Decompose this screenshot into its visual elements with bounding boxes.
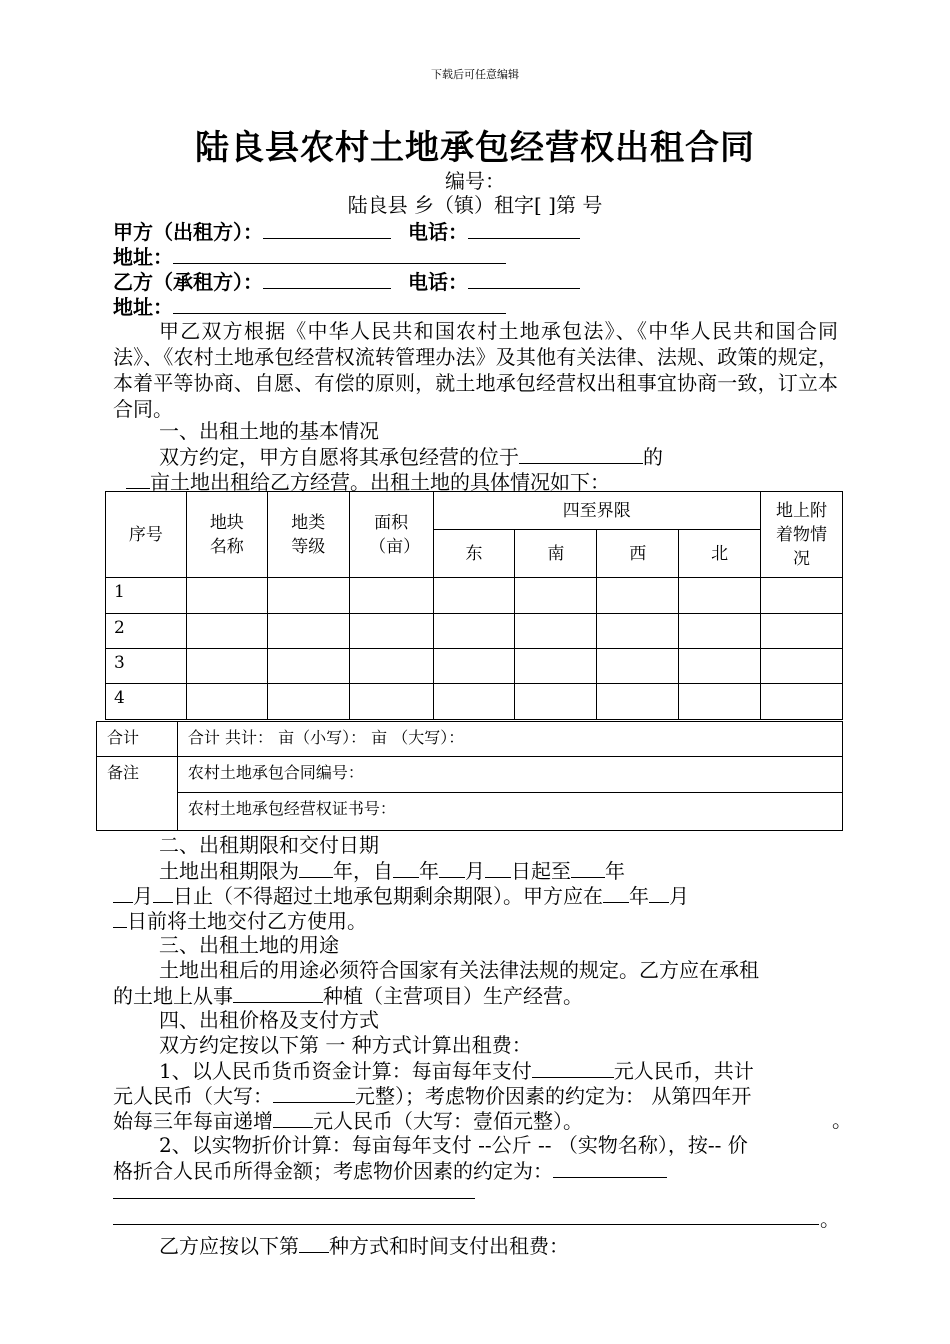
section-4-heading: 四、出租价格及支付方式 — [159, 1008, 379, 1032]
intro-paragraph: 甲乙双方根据《中华人民共和国农村土地承包法》、《中华人民共和国合同法》、《农村土地承包经营权流转管理办法》及其他有关法律、法规、政策的规定，本着平等协商、自愿、有偿的原则，就土地承包经营权出租事宜协商一致，订立本合同。 — [113, 319, 838, 421]
table-cell[interactable] — [433, 684, 515, 720]
party-a-line — [113, 218, 580, 245]
table-cell[interactable] — [349, 649, 433, 684]
table-cell[interactable] — [267, 578, 349, 614]
section-2-heading: 二、出租期限和交付日期 — [159, 833, 379, 857]
land-table — [105, 491, 843, 720]
row-number: 1 — [106, 578, 187, 614]
text: 始每三年每亩递增 — [113, 1109, 273, 1133]
end-day-blank[interactable] — [153, 882, 173, 903]
total-label: 合计 — [97, 722, 178, 757]
table-cell[interactable] — [267, 614, 349, 649]
start-month-blank[interactable] — [439, 857, 465, 878]
table-cell[interactable] — [761, 614, 843, 649]
table-cell[interactable] — [679, 649, 761, 684]
section-1-text-c: 亩土地出租给乙方经营。出租土地的具体情况如下： — [150, 470, 610, 494]
rent-per-acre-blank[interactable] — [532, 1057, 614, 1078]
header-area: 面积（亩） — [349, 492, 433, 578]
section-1-text-a: 双方约定，甲方自愿将其承包经营的位于 — [159, 445, 519, 469]
party-a-phone-blank[interactable] — [468, 218, 580, 239]
section-2-line-3 — [113, 907, 367, 934]
text: 元人民币（大写：壹佰元整）。 — [313, 1109, 583, 1133]
text: 年 — [419, 859, 439, 883]
party-b-phone-blank[interactable] — [468, 268, 580, 289]
party-a-address-line — [113, 243, 506, 270]
text: 日起至 — [511, 859, 571, 883]
section-4-line-3 — [113, 1082, 751, 1109]
row-number: 3 — [106, 649, 187, 684]
table-cell[interactable] — [761, 684, 843, 720]
remark-label: 备注 — [97, 757, 178, 831]
rent-uppercase-blank[interactable] — [273, 1082, 355, 1103]
party-b-blank[interactable] — [263, 268, 391, 289]
party-b-address-blank[interactable] — [173, 293, 506, 314]
text: 种植（主营项目）生产经营。 — [323, 984, 583, 1008]
table-cell[interactable] — [267, 684, 349, 720]
contract-number-line: 陆良县 乡（镇）租字[ ]第 号 — [347, 193, 603, 217]
section-4-line-8-end: 。 — [820, 1207, 840, 1231]
section-2-line-2 — [113, 882, 689, 909]
table-cell[interactable] — [433, 649, 515, 684]
section-4-line-4-end: 。 — [832, 1108, 852, 1132]
section-4-line-1: 双方约定按以下第 一 种方式计算出租费： — [159, 1033, 532, 1057]
text: 日前将土地交付乙方使用。 — [127, 909, 367, 933]
remark-certificate-number[interactable]: 农村土地承包经营权证书号： — [177, 793, 842, 831]
text: 月 — [465, 859, 485, 883]
text: 年，自 — [333, 859, 393, 883]
lease-years-blank[interactable] — [299, 857, 333, 878]
section-1-heading: 一、出租土地的基本情况 — [159, 419, 379, 443]
start-year-blank[interactable] — [393, 857, 419, 878]
header-east: 东 — [433, 530, 515, 578]
text: 格折合人民币所得金额；考虑物价因素的约定为： — [113, 1159, 553, 1183]
table-cell[interactable] — [597, 684, 679, 720]
delivery-year-blank[interactable] — [603, 882, 629, 903]
contract-number-label: 编号： — [445, 169, 505, 193]
table-cell[interactable] — [761, 649, 843, 684]
table-row — [106, 578, 843, 614]
table-cell[interactable] — [679, 614, 761, 649]
delivery-month-blank[interactable] — [649, 882, 669, 903]
table-cell[interactable] — [186, 614, 267, 649]
section-4-line-4 — [113, 1107, 583, 1134]
start-day-blank[interactable] — [485, 857, 511, 878]
text: 元人民币（大写： — [113, 1084, 273, 1108]
section-4-line-6 — [113, 1157, 667, 1184]
header-boundaries: 四至界限 — [433, 492, 760, 530]
table-cell[interactable] — [433, 578, 515, 614]
header-plot-name: 地块名称 — [186, 492, 267, 578]
table-cell[interactable] — [433, 614, 515, 649]
text: 月 — [133, 884, 153, 908]
section-1-text-b: 的 — [643, 445, 663, 469]
table-row — [106, 684, 843, 720]
header-seq: 序号 — [106, 492, 187, 578]
party-a-address-label: 地址： — [113, 245, 173, 269]
table-cell[interactable] — [679, 578, 761, 614]
party-b-address-line — [113, 293, 506, 320]
table-cell[interactable] — [349, 578, 433, 614]
table-cell[interactable] — [761, 578, 843, 614]
section-2-line-1 — [159, 857, 625, 884]
acre-blank[interactable] — [126, 468, 150, 489]
remark-contract-number[interactable]: 农村土地承包合同编号： — [177, 757, 842, 793]
table-cell[interactable] — [349, 684, 433, 720]
section-3-line-1: 土地出租后的用途必须符合国家有关法律法规的规定。乙方应在承租 — [159, 958, 759, 982]
table-cell[interactable] — [186, 649, 267, 684]
crop-blank[interactable] — [233, 982, 323, 1003]
table-cell[interactable] — [597, 649, 679, 684]
text: 乙方应按以下第 — [159, 1234, 299, 1258]
summary-table — [96, 721, 843, 831]
payment-method-blank[interactable] — [299, 1232, 329, 1253]
header-south: 南 — [515, 530, 597, 578]
end-month-blank[interactable] — [113, 882, 133, 903]
table-cell[interactable] — [597, 614, 679, 649]
header-attachments: 地上附着物情况 — [761, 492, 843, 578]
header-north: 北 — [679, 530, 761, 578]
delivery-day-blank[interactable] — [113, 907, 127, 928]
party-a-blank[interactable] — [263, 218, 391, 239]
table-row — [106, 614, 843, 649]
section-1-line-1 — [159, 443, 663, 470]
text: 年 — [629, 884, 649, 908]
text: 土地出租期限为 — [159, 859, 299, 883]
section-3-heading: 三、出租土地的用途 — [159, 933, 339, 957]
section-4-line-5: 2、以实物折价计算：每亩每年支付 --公斤 -- （实物名称），按-- 价 — [159, 1133, 748, 1157]
table-cell[interactable] — [597, 578, 679, 614]
end-year-blank[interactable] — [571, 857, 605, 878]
table-cell[interactable] — [679, 684, 761, 720]
text: 种方式和时间支付出租费： — [329, 1234, 569, 1258]
party-a-address-blank[interactable] — [173, 243, 506, 264]
price-factor-blank-3[interactable] — [113, 1224, 819, 1225]
text: 年 — [605, 859, 625, 883]
text: 元人民币，共计 — [613, 1059, 754, 1083]
section-4-line-9 — [159, 1232, 569, 1259]
text: 1、以人民币货币资金计算：每亩每年支付 — [159, 1059, 532, 1083]
table-cell[interactable] — [515, 649, 597, 684]
header-land-type: 地类等级 — [267, 492, 349, 578]
party-b-label: 乙方（承租方）： — [113, 270, 263, 294]
party-b-address-label: 地址： — [113, 295, 173, 319]
location-blank[interactable] — [519, 443, 643, 464]
table-cell[interactable] — [349, 614, 433, 649]
document-title: 陆良县农村土地承包经营权出租合同 — [195, 128, 755, 168]
table-cell[interactable] — [515, 684, 597, 720]
text: 元整）；考虑物价因素的约定为： 从第四年开 — [355, 1084, 752, 1108]
header-west: 西 — [597, 530, 679, 578]
row-number: 4 — [106, 684, 187, 720]
party-b-line — [113, 268, 580, 295]
party-a-phone-label: 电话： — [407, 220, 468, 244]
total-text[interactable]: 合计 共计： 亩（小写）： 亩 （大写）： — [177, 722, 842, 757]
table-cell[interactable] — [186, 684, 267, 720]
section-3-line-2 — [113, 982, 583, 1009]
table-cell[interactable] — [267, 649, 349, 684]
text: 日止（不得超过土地承包期剩余期限）。甲方应在 — [173, 884, 603, 908]
price-factor-blank[interactable] — [553, 1157, 667, 1178]
party-a-label: 甲方（出租方）： — [113, 220, 263, 244]
table-cell[interactable] — [515, 578, 597, 614]
text: 月 — [669, 884, 689, 908]
header-note: 下载后可任意编辑 — [431, 68, 519, 81]
party-b-phone-label: 电话： — [407, 270, 468, 294]
row-number: 2 — [106, 614, 187, 649]
price-factor-blank-2[interactable] — [113, 1198, 475, 1199]
table-row — [106, 649, 843, 684]
section-4-line-2 — [159, 1057, 754, 1084]
text: 的土地上从事 — [113, 984, 233, 1008]
table-cell[interactable] — [515, 614, 597, 649]
increment-blank[interactable] — [273, 1107, 313, 1128]
table-cell[interactable] — [186, 578, 267, 614]
